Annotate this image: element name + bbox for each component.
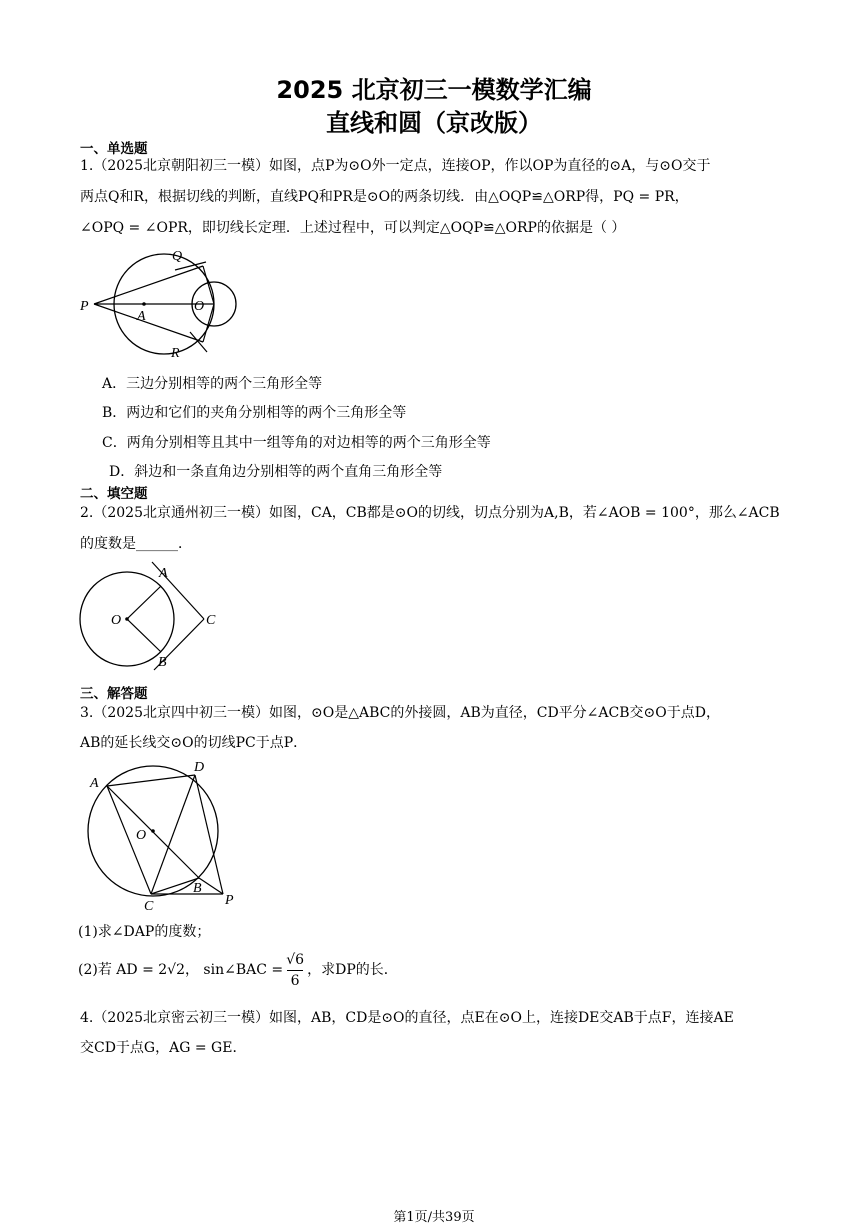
q3-label-O: O — [136, 828, 147, 843]
q1-figure — [72, 240, 252, 362]
q3-sub1: (1)求∠DAP的度数； — [78, 924, 211, 940]
page-footer: 第1页/共39页 — [393, 1210, 475, 1225]
q3-label-P: P — [225, 893, 234, 908]
doc-title-line1: 2025 北京初三一模数学汇编 — [276, 76, 592, 104]
q3-label-D: D — [194, 760, 205, 775]
q3-label-A: A — [90, 776, 99, 791]
section-heading-single-choice: 一、单选题 — [80, 141, 148, 157]
q1-tangent-PR — [94, 304, 203, 342]
q1-radius-OR — [203, 304, 214, 342]
q2-point-O — [125, 617, 129, 621]
q3-line1: 3.（2025北京四中初三一模）如图，⊙O是△ABC的外接圆，AB为直径，CD平分∠ACB交⊙O于点D， — [80, 705, 720, 721]
q2-line2: 的度数是______． — [80, 536, 192, 552]
q1-label-P: P — [80, 299, 89, 314]
q1-label-O: O — [194, 299, 205, 314]
q2-radius-OB — [127, 619, 161, 652]
q1-line2: 两点Q和R，根据切线的判断，直线PQ和PR是⊙O的两条切线．由△OQP≌△ORP得，PQ = PR， — [80, 189, 689, 205]
q3-sub2-prefix: (2)若 AD = 2√2， sin∠BAC = — [78, 962, 284, 978]
q2-line1: 2.（2025北京通州初三一模）如图，CA，CB都是⊙O的切线，切点分别为A,B，若∠AOB = 100°，那么∠ACB — [80, 505, 780, 521]
q2-figure — [72, 558, 232, 673]
q2-label-B: B — [158, 655, 167, 670]
q1-option-b: B．两边和它们的夹角分别相等的两个三角形全等 — [102, 405, 407, 421]
q1-option-c: C．两角分别相等且其中一组等角的对边相等的两个三角形全等 — [102, 435, 491, 451]
q2-label-A: A — [159, 566, 168, 581]
q3-label-C: C — [144, 899, 154, 912]
q2-label-O: O — [111, 613, 122, 628]
q3-fraction — [285, 950, 305, 990]
q1-point-A — [142, 302, 146, 306]
q3-fraction-denominator: 6 — [290, 973, 300, 989]
q1-line1: 1.（2025北京朝阳初三一模）如图，点P为⊙O外一定点，连接OP，作以OP为直径的⊙A，与⊙O交于 — [80, 158, 711, 174]
q3-sub2-suffix: ，求DP的长． — [307, 962, 398, 978]
q1-label-Q: Q — [172, 249, 183, 264]
q3-line2: AB的延长线交⊙O的切线PC于点P． — [80, 735, 308, 751]
q1-option-a: A．三边分别相等的两个三角形全等 — [102, 376, 323, 392]
q2-label-C: C — [206, 613, 216, 628]
q3-figure — [82, 760, 242, 912]
q1-option-d: D．斜边和一条直角边分别相等的两个直角三角形全等 — [109, 464, 443, 480]
q3-segment-AD — [107, 775, 195, 786]
q3-segment-DC — [151, 775, 195, 894]
q3-sub2 — [78, 948, 398, 992]
q3-label-B: B — [193, 881, 202, 896]
q1-label-A: A — [137, 309, 146, 324]
section-heading-solution: 三、解答题 — [80, 686, 148, 702]
q2-radius-OA — [127, 586, 161, 619]
q3-fraction-numerator: √6 — [286, 952, 305, 968]
doc-title-line2: 直线和圆（京改版） — [326, 109, 542, 137]
q1-tangent-PQ — [94, 266, 203, 304]
q3-point-O — [151, 829, 155, 833]
q1-label-R: R — [171, 346, 180, 361]
q4-line2: 交CD于点G，AG = GE． — [80, 1040, 247, 1056]
q1-line3: ∠OPQ = ∠OPR，即切线长定理．上述过程中，可以判定△OQP≌△ORP的依据是（ ） — [80, 220, 626, 236]
section-heading-fill-blank: 二、填空题 — [80, 486, 148, 502]
q1-radius-OQ — [203, 266, 214, 304]
q4-line1: 4.（2025北京密云初三一模）如图，AB，CD是⊙O的直径，点E在⊙O上，连接DE交AB于点F，连接AE — [80, 1010, 734, 1026]
